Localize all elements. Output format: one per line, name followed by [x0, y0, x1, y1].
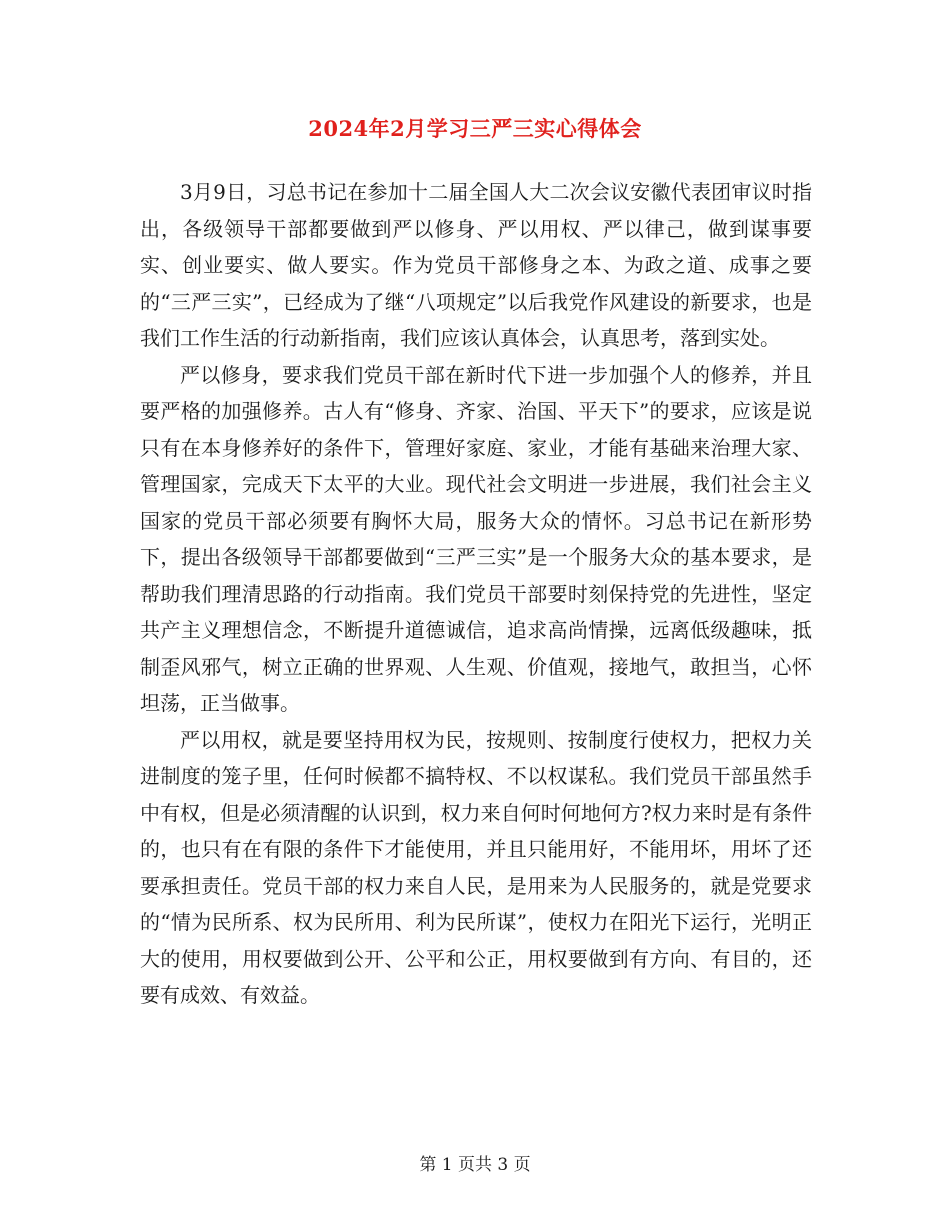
paragraph: 3月9日，习总书记在参加十二届全国人大二次会议安徽代表团审议时指出，各级领导干部都要做到严以修身、严以用权、严以律己，做到谋事要实、创业要实、做人要实。作为党员干部修身之本、为政之道、成事之要的“三严三实”，已经成为了继“八项规定”以后我党作风建设的新要求，也是我们工作生活的行动新指南，我们应该认真体会，认真思考，落到实处。 [140, 180, 812, 350]
page-footer: 第 1 页共 3 页 [419, 1155, 531, 1175]
document-body [140, 174, 812, 1014]
paragraph: 严以用权，就是要坚持用权为民，按规则、按制度行使权力，把权力关进制度的笼子里，任何时候都不搞特权、不以权谋私。我们党员干部虽然手中有权，但是必须清醒的认识到，权力来自何时何地何方?权力来时是有条件的，也只有在有限的条件下才能使用，并且只能用好，不能用坏，用坏了还要承担责任。党员干部的权力来自人民，是用来为人民服务的，就是党要求的“情为民所系、权为民所用、利为民所谋”，使权力在阳光下运行，光明正大的使用，用权要做到公开、公平和公正，用权要做到有方向、有目的，还要有成效、有效益。 [140, 727, 812, 1007]
paragraph: 严以修身，要求我们党员干部在新时代下进一步加强个人的修养，并且要严格的加强修养。古人有“修身、齐家、治国、平天下”的要求，应该是说只有在本身修养好的条件下，管理好家庭、家业，才能有基础来治理大家、管理国家，完成天下太平的大业。现代社会文明进一步进展，我们社会主义国家的党员干部必须要有胸怀大局，服务大众的情怀。习总书记在新形势下，提出各级领导干部都要做到“三严三实”是一个服务大众的基本要求，是帮助我们理清思路的行动指南。我们党员干部要时刻保持党的先进性，坚定共产主义理想信念，不断提升道德诚信，追求高尚情操，远离低级趣味，抵制歪风邪气，树立正确的世界观、人生观、价值观，接地气，敢担当，心怀坦荡，正当做事。 [140, 362, 812, 715]
document-title: 2024年2月学习三严三实心得体会 [308, 116, 642, 141]
